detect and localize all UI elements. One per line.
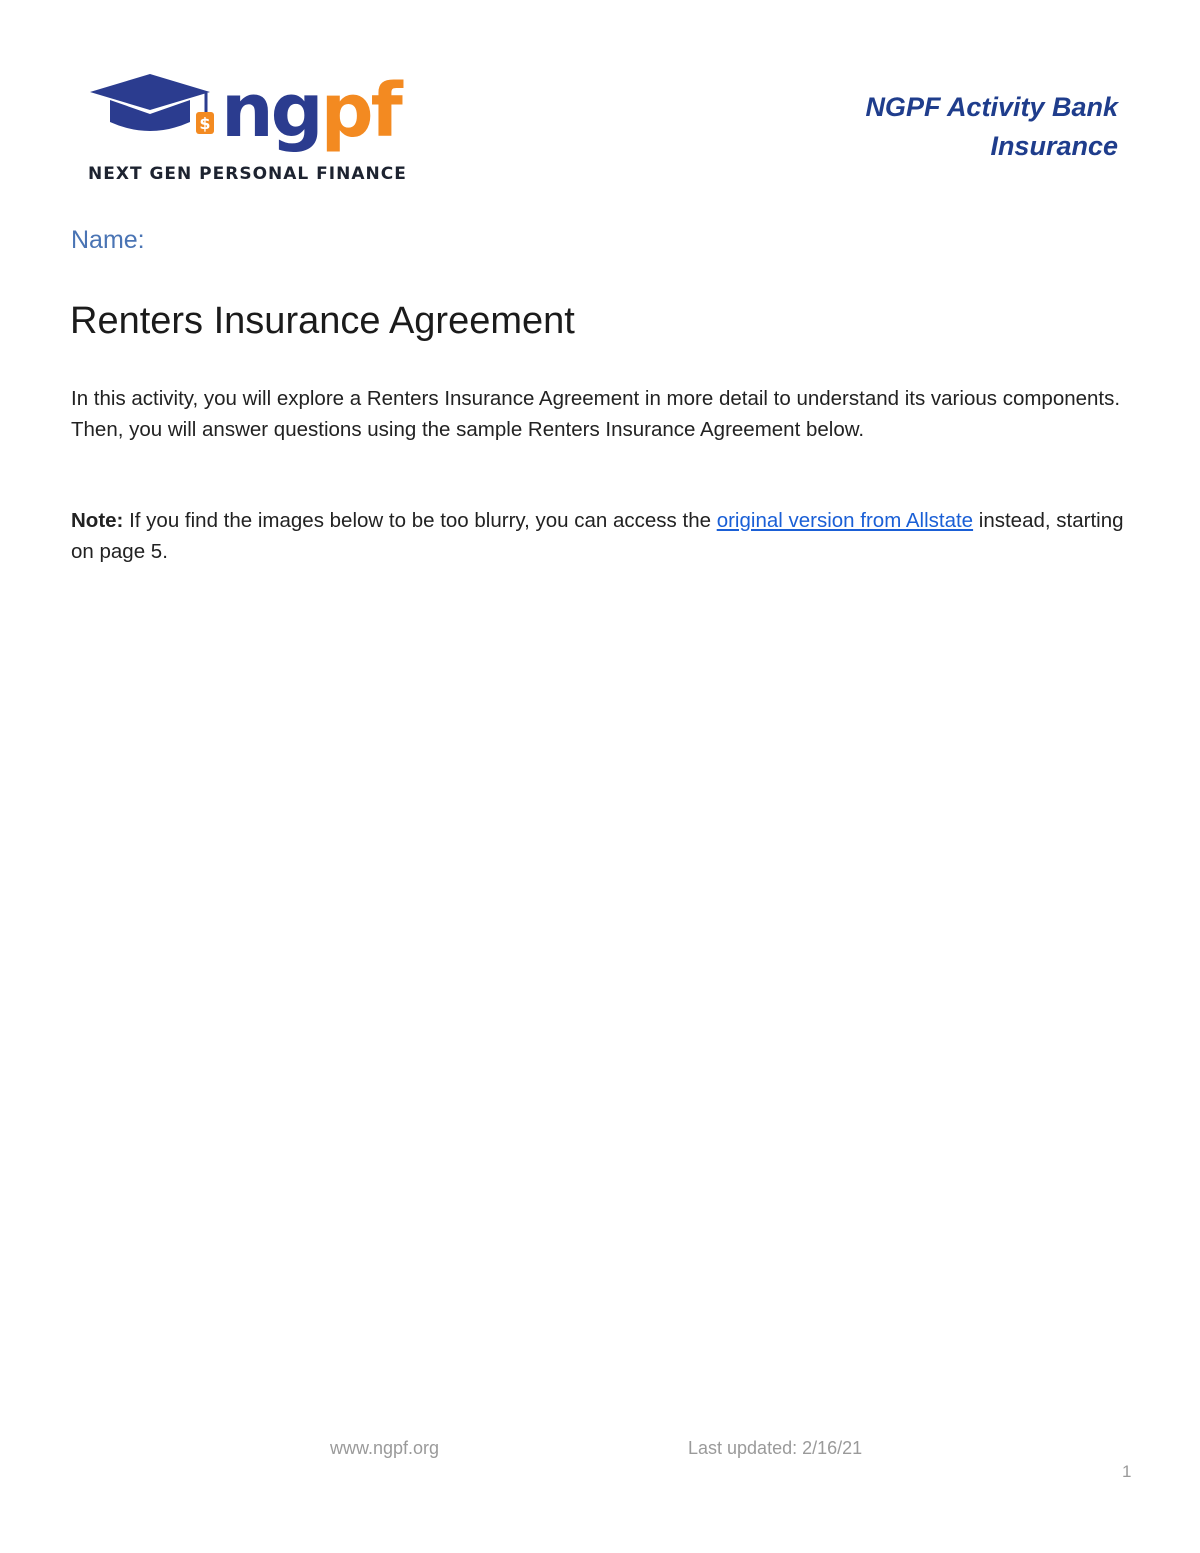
- ngpf-logo: [88, 66, 428, 190]
- intro-paragraph: In this activity, you will explore a Renters Insurance Agreement in more detail to understand its various components. Then, you will answer questions using the sample Renters Insurance Agreement below.: [71, 387, 1121, 441]
- footer-last-updated: Last updated: 2/16/21: [688, 1438, 863, 1458]
- graduation-cap-icon: [88, 66, 223, 146]
- logo-wordmark: ngpf: [221, 68, 400, 154]
- note-text-after: instead, starting on page 5.: [71, 509, 1124, 563]
- page-title: Renters Insurance Agreement: [70, 300, 575, 342]
- note-paragraph: [71, 506, 1131, 567]
- header-line-1: NGPF Activity Bank: [865, 92, 1118, 122]
- note-text-before: If you find the images below to be too blurry, you can access the: [123, 509, 717, 532]
- page-number: 1: [1122, 1462, 1132, 1481]
- header-title: [865, 88, 1118, 166]
- logo-tagline: NEXT GEN PERSONAL FINANCE: [88, 164, 407, 184]
- svg-text:$: $: [199, 114, 211, 133]
- allstate-link[interactable]: original version from Allstate: [716, 509, 974, 532]
- name-label: Name:: [71, 226, 145, 254]
- footer-url: www.ngpf.org: [330, 1438, 440, 1458]
- header-line-2: Insurance: [990, 131, 1118, 161]
- note-label: Note:: [71, 509, 124, 532]
